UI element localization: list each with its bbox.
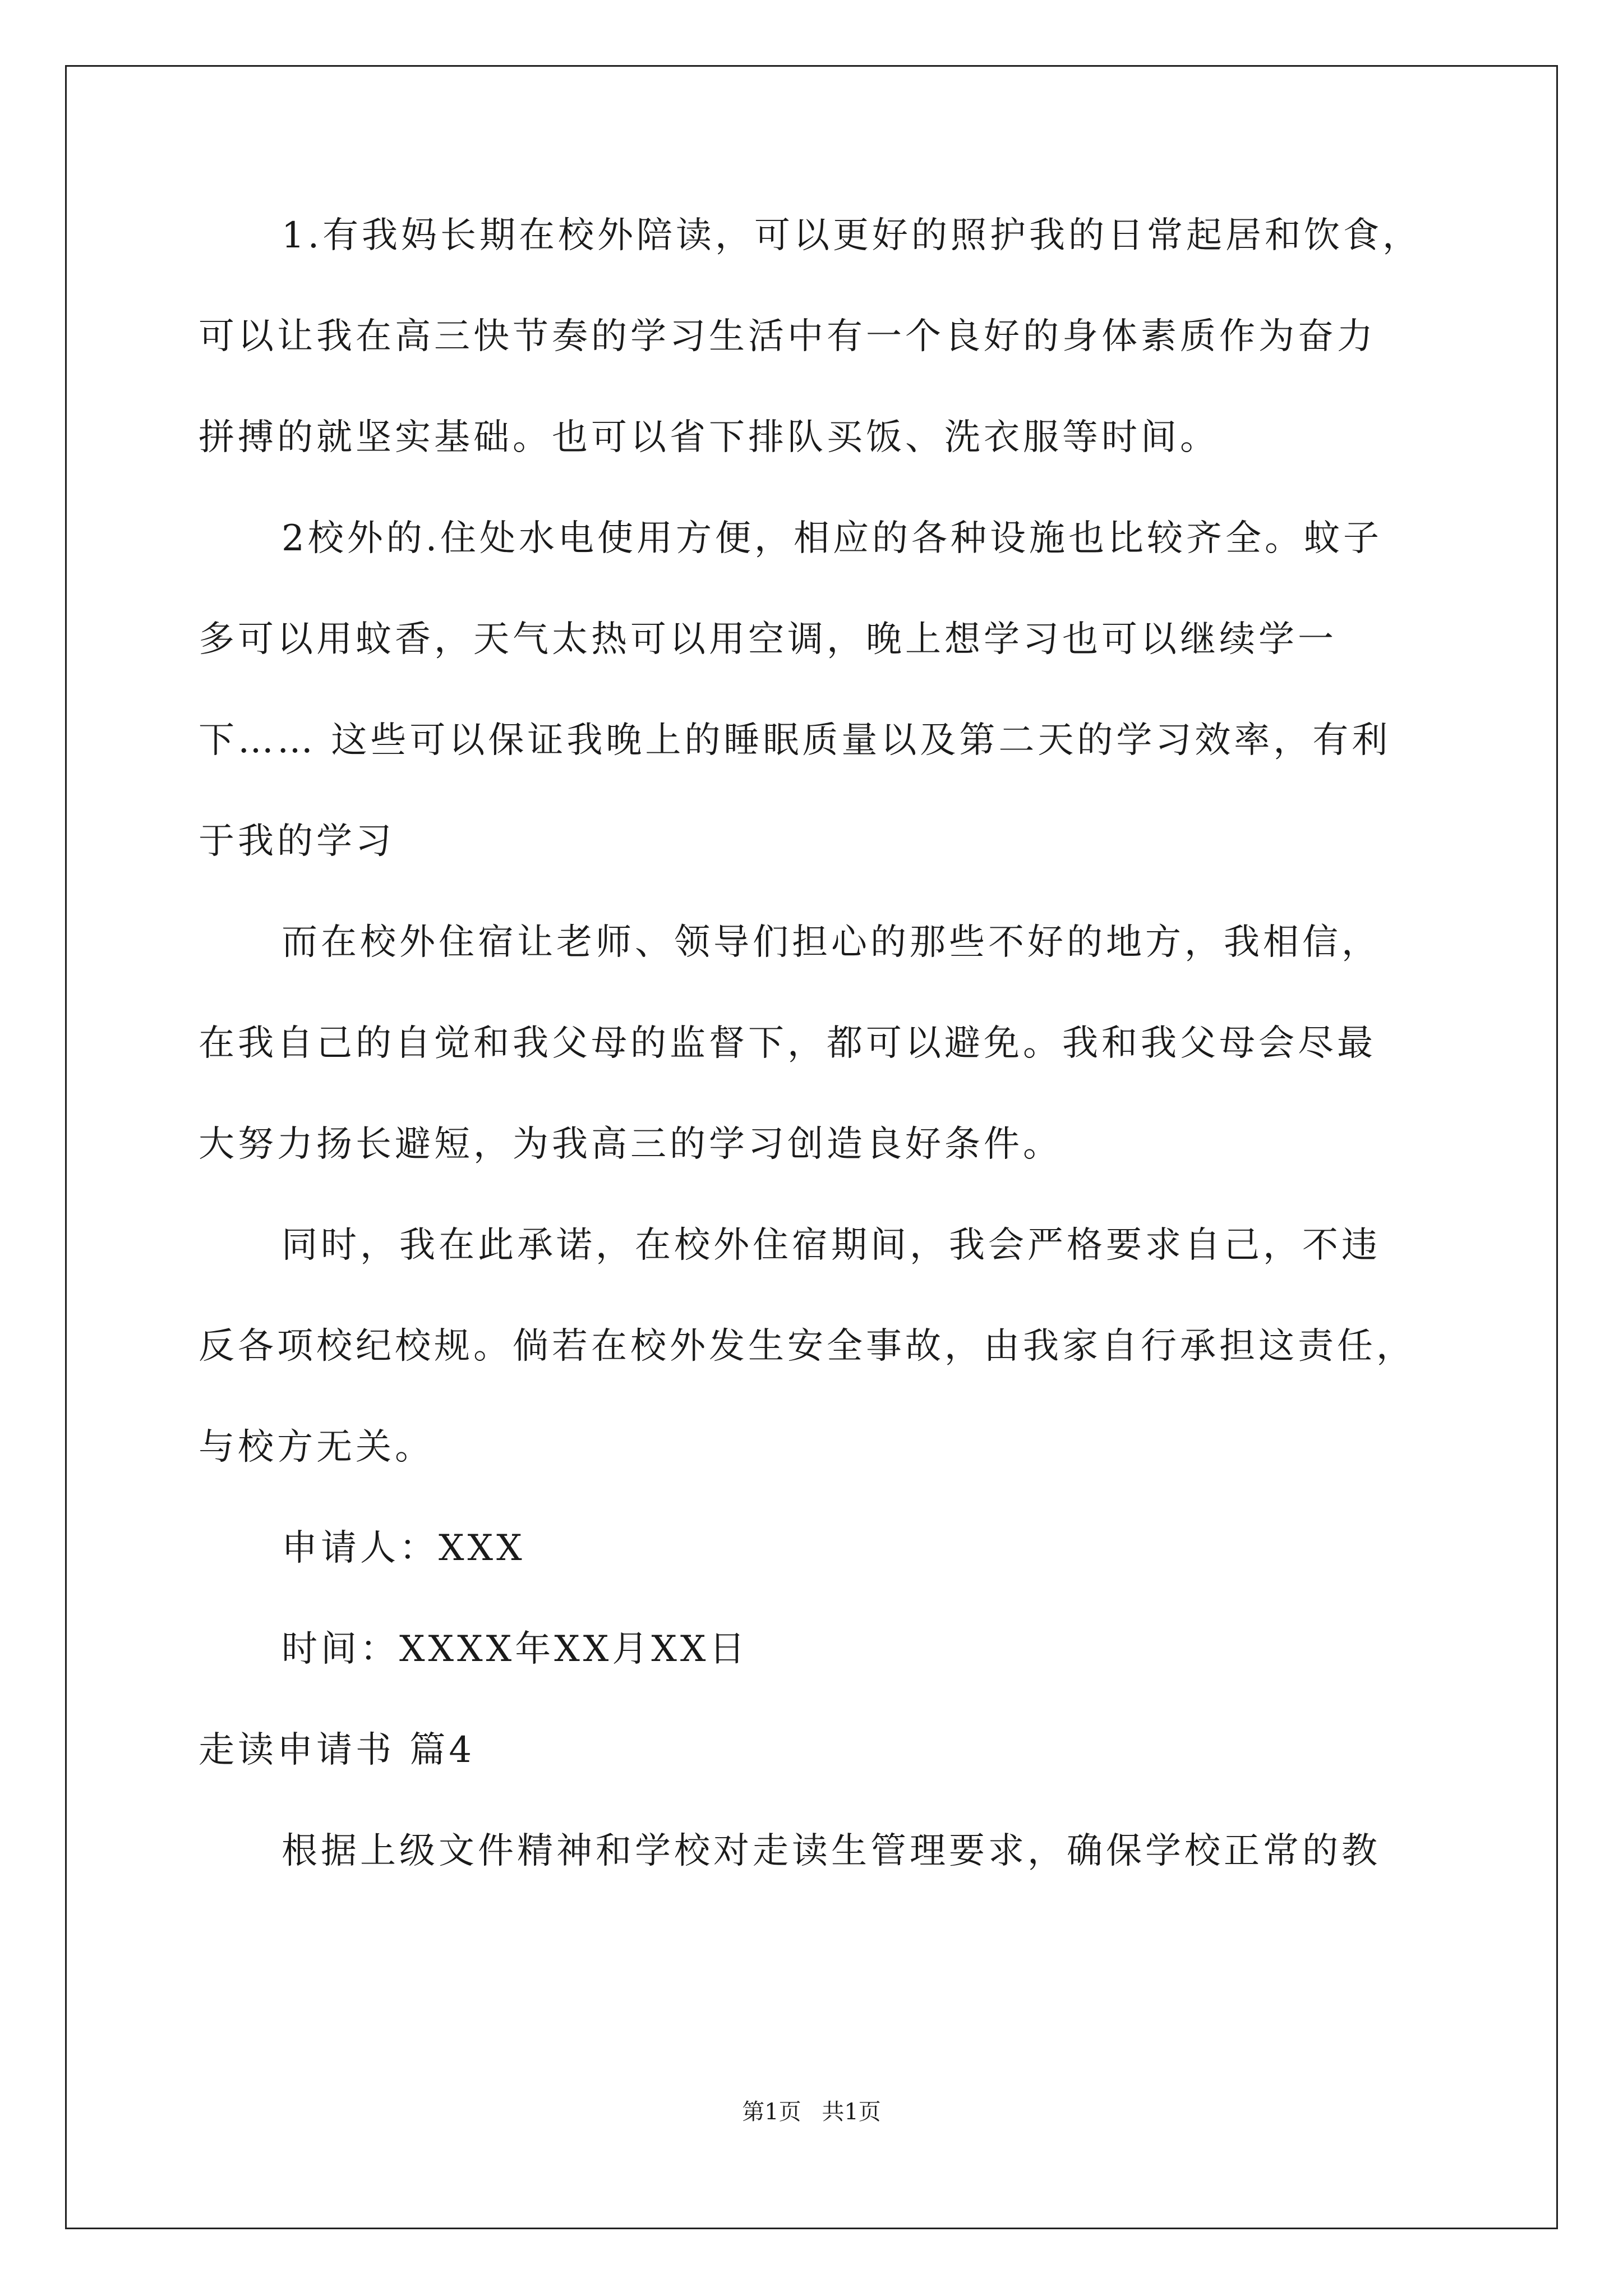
date-line: 时间：XXXX年XX月XX日	[282, 1628, 749, 1670]
paragraph-1-line-2: 可以让我在高三快节奏的学习生活中有一个良好的身体素质作为奋力	[199, 316, 1376, 357]
paragraph-1-line-1: 1.有我妈长期在校外陪读，可以更好的照护我的日常起居和饮食，	[282, 215, 1422, 256]
paragraph-4-line-1: 同时，我在此承诺，在校外住宿期间，我会严格要求自己，不违	[282, 1225, 1381, 1266]
page-footer	[0, 2098, 1623, 2126]
paragraph-4-line-2: 反各项校纪校规。倘若在校外发生安全事故，由我家自行承担这责任，	[199, 1326, 1415, 1367]
paragraph-4-line-3: 与校方无关。	[199, 1427, 434, 1468]
page-number: 第1页	[742, 2099, 801, 2125]
paragraph-2-line-1: 2校外的.住处水电使用方便，相应的各种设施也比较齐全。蚊子	[282, 518, 1383, 559]
applicant-line: 申请人：XXX	[282, 1527, 525, 1569]
section-heading: 走读申请书 篇4	[199, 1729, 476, 1771]
paragraph-2-line-2: 多可以用蚊香，天气太热可以用空调，晚上想学习也可以继续学一	[199, 619, 1337, 660]
paragraph-1-line-3: 拼搏的就坚实基础。也可以省下排队买饭、洗衣服等时间。	[199, 417, 1219, 458]
paragraph-5-line-1: 根据上级文件精神和学校对走读生管理要求，确保学校正常的教	[282, 1830, 1381, 1872]
paragraph-2-line-4: 于我的学习	[199, 821, 395, 862]
paragraph-3-line-2: 在我自己的自觉和我父母的监督下，都可以避免。我和我父母会尽最	[199, 1023, 1376, 1064]
page-total: 共1页	[822, 2099, 881, 2125]
paragraph-2-line-3: 下…… 这些可以保证我晚上的睡眠质量以及第二天的学习效率，有利	[199, 720, 1391, 761]
paragraph-3-line-3: 大努力扬长避短，为我高三的学习创造良好条件。	[199, 1124, 1062, 1165]
paragraph-3-line-1: 而在校外住宿让老师、领导们担心的那些不好的地方，我相信，	[282, 922, 1381, 963]
